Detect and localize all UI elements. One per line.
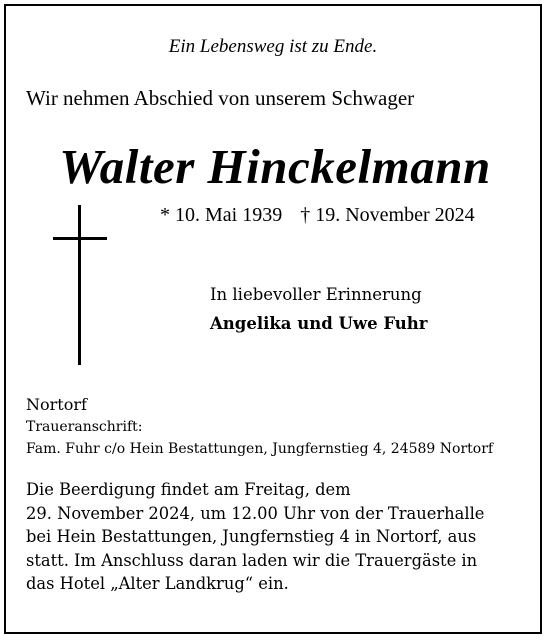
address-label: Traueranschrift: [26,419,143,435]
intro-line: Wir nehmen Abschied von unserem Schwager [26,86,415,110]
funeral-details [26,478,484,596]
deceased-name: Walter Hinckelmann [59,139,491,194]
cross-vertical-bar [78,205,81,365]
funeral-line: statt. Im Anschluss daran laden wir die Trauergäste in [26,550,478,570]
funeral-line: 29. November 2024, um 12.00 Uhr von der Trauerhalle [26,503,485,523]
mourning-address: Fam. Fuhr c/o Hein Bestattungen, Jungfernstieg 4, 24589 Nortorf [26,441,494,457]
life-dates [160,204,475,227]
place-name: Nortorf [26,395,87,414]
birth-date: * 10. Mai 1939 [160,204,283,226]
funeral-line: bei Hein Bestattungen, Jungfernstieg 4 in Nortorf, aus [26,527,477,546]
death-date: † 19. November 2024 [300,204,475,226]
cross-horizontal-bar [53,237,107,240]
memory-line: In liebevoller Erinnerung [210,285,422,304]
motto: Ein Lebensweg ist zu Ende. [168,36,378,57]
mourners-names: Angelika und Uwe Fuhr [210,314,428,333]
funeral-line: Die Beerdigung findet am Freitag, dem [26,480,351,499]
funeral-line: das Hotel „Alter Landkrug“ ein. [26,574,289,593]
